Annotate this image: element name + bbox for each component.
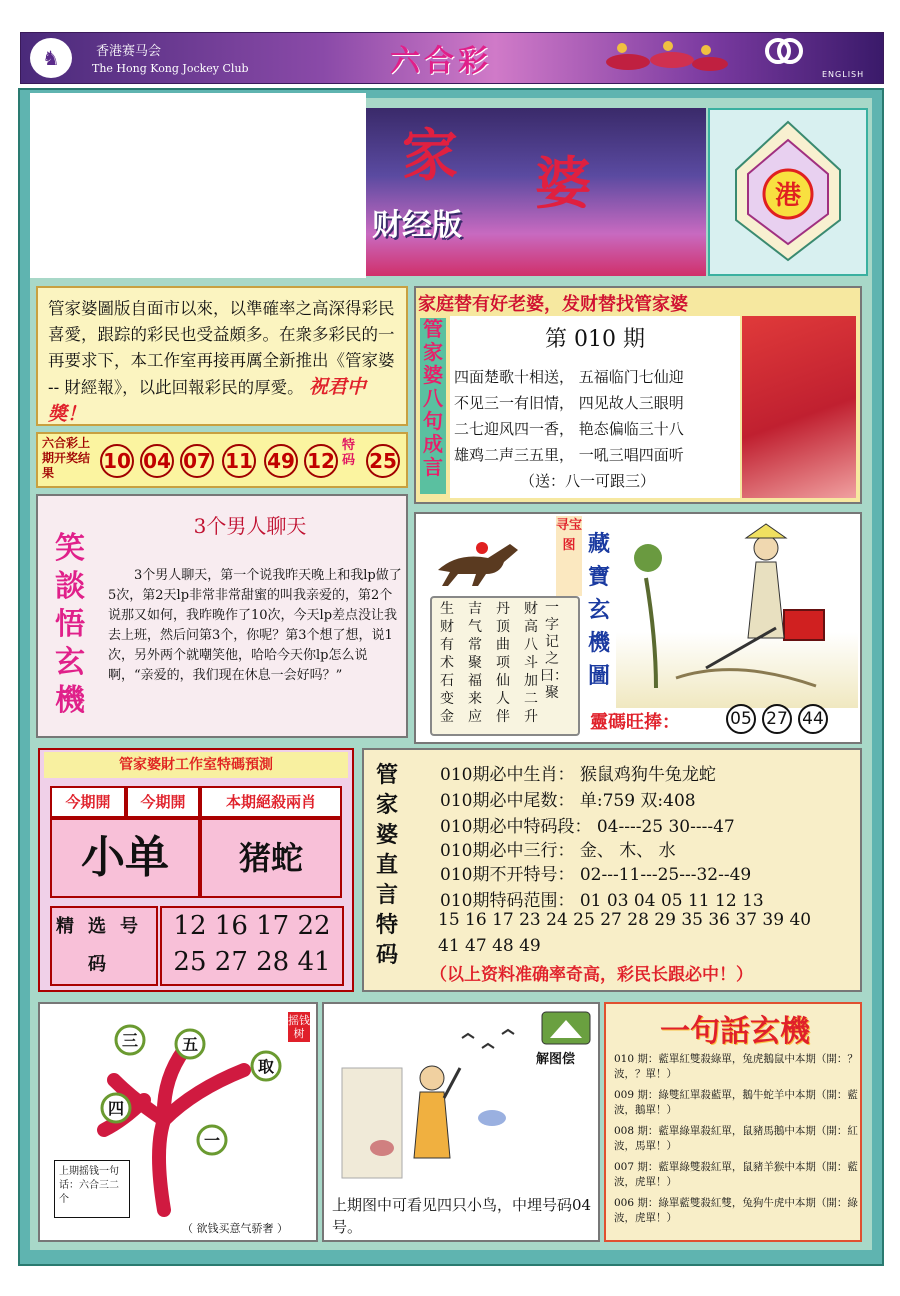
tip-line: 010期特码范围： 01 03 04 05 11 12 13	[440, 891, 764, 911]
tip-line: 010期不开特号： 02---11---25---32--49	[440, 865, 752, 885]
poem-issue: 第 010 期	[545, 327, 645, 352]
mark-six-title: 六合彩	[390, 44, 492, 79]
club-name-cn: 香港赛马会	[96, 44, 162, 59]
scroll-col: 生财有术石变金	[440, 601, 454, 725]
selected-numbers	[160, 906, 344, 986]
tree-char: 取	[257, 1057, 275, 1076]
tip-line: 41 47 48 49	[438, 936, 541, 956]
tree-char: 一	[203, 1131, 221, 1150]
riddle-history-line: 009 期：綠雙紅單殺藍單，鵝牛蛇羊中本期（開：藍波，鵝單！）	[614, 1089, 858, 1116]
tip-line: 010期必中三行： 金、 木、 水	[440, 841, 676, 861]
club-name-en: The Hong Kong Jockey Club	[92, 62, 249, 75]
riddle-history-line: 010 期：藍單紅雙殺綠單，兔虎鵝鼠中本期（開：？波，？單！）	[614, 1053, 858, 1080]
prediction-col-head: 今期開	[126, 786, 200, 818]
riddle-history-line: 006 期：綠單藍雙殺紅雙，兔狗牛虎中本期（開：綠波，虎單！）	[614, 1197, 858, 1224]
poem-line: 雄鸡二声三五里， 一吼三唱四面听	[454, 446, 684, 464]
english-link[interactable]: ENGLISH	[822, 70, 865, 79]
tema-ball: 25	[366, 444, 400, 478]
riddle-history-line: 007 期：藍單綠雙殺紅單，鼠豬羊猴中本期（開：藍波，虎單！）	[614, 1161, 858, 1188]
treasure-stamp: 寻宝图	[556, 516, 582, 596]
poem-header: 家庭替有好老婆，发财替找管家婆	[418, 294, 688, 315]
tema-label: 特码	[342, 438, 356, 468]
selected-numbers-row: 12 16 17 22	[173, 911, 331, 941]
one-sentence-riddle-title: 一句話玄機	[660, 1014, 810, 1049]
lucky-number-ball: 27	[762, 704, 792, 734]
tips-footer: （以上资料准确率奇高，彩民长跟必中！）	[430, 965, 753, 985]
scroll-col: 吉气常聚福来应	[468, 601, 482, 725]
prediction-col-head: 本期絕殺兩肖	[200, 786, 342, 818]
prediction-col-head: 今期開	[50, 786, 126, 818]
tree-char: 五	[181, 1035, 199, 1054]
poem-vertical-title: 管家婆八句成言	[420, 318, 446, 494]
direct-tips-vertical-title: 管家婆直言特码	[375, 762, 398, 968]
poem-line: 二七迎风四一香， 艳态偏临三十八	[454, 420, 684, 438]
result-ball: 12	[304, 444, 338, 478]
racing-horses-icon	[600, 34, 730, 80]
lucky-numbers-label: 靈碼旺捧：	[590, 712, 680, 733]
joke-title: 3个男人聊天	[193, 514, 307, 538]
banner-title-char-2: 婆	[535, 151, 591, 217]
result-ball: 10	[100, 444, 134, 478]
prediction-header: 管家婆財工作室特碼預測	[44, 752, 348, 778]
scroll-col: 财高八斗加二升	[524, 601, 538, 725]
hkjc-logo-icon[interactable]: ♞	[30, 38, 72, 78]
racehorse-icon	[428, 530, 528, 590]
result-ball: 49	[264, 444, 298, 478]
tip-line: 010期必中特码段： 04----25 30----47	[440, 817, 735, 837]
poem-line: 不见三一有旧情， 四见故人三眼明	[454, 394, 684, 412]
money-tree-caption: （ 欲钱买意气骄奢 ）	[182, 1222, 288, 1235]
results-label: 六合彩上期开奖结果	[42, 436, 91, 480]
selected-numbers-row: 25 27 28 41	[173, 947, 331, 977]
tip-line: 15 16 17 23 24 25 27 28 29 35 36 37 39 40	[438, 910, 812, 930]
result-ball: 11	[222, 444, 256, 478]
money-tree-note: 上期摇钱一句话：六合三二个	[54, 1160, 130, 1218]
poem-line: （送：八一可跟三）	[520, 472, 656, 490]
intro-text: 管家婆圖版自面市以來，以準確率之高深得彩民喜愛，跟踪的彩民也受益頗多。在衆多彩民的一再要求下，本工作室再接再厲全新推出《管家婆 -- 財經報》，以此回報彩民的厚愛。	[48, 299, 395, 397]
prediction-odd-small: 小单	[50, 818, 200, 898]
blank-area	[30, 93, 366, 278]
english-logo-icon[interactable]	[764, 36, 804, 66]
intro-sign: 祝君中獎！	[48, 376, 366, 425]
lucky-number-ball: 44	[798, 704, 828, 734]
lantern-icon	[710, 110, 866, 274]
tip-line: 010期必中尾数： 单:759 双:408	[440, 791, 696, 811]
lantern-panel	[708, 108, 868, 276]
decode-picture-icon	[538, 1008, 594, 1048]
joke-body: 3个男人聊天，第一个说我昨天晚上和我lp做了5次，第2天lp非常非常甜蜜的叫我亲爱的，第2个说那又如何，我昨晚作了10次，今天lp差点没让我去上班，然后问第3个，你呢？第3个想了想，说1次，另外两个就嘲笑他，哈哈今天你lp怎么说啊，“亲爱的，我们现在休息一会好吗？”	[108, 568, 402, 683]
scroll-columns	[438, 600, 540, 726]
treasure-title: 藏寶玄機圖	[587, 531, 610, 689]
tree-char: 四	[107, 1099, 125, 1118]
picture-clue-caption: 上期图中可看见四只小鸟，中埋号码04号。	[332, 1196, 592, 1236]
tip-line: 010期必中生肖： 猴鼠鸡狗牛兔龙蛇	[440, 765, 716, 785]
intro-text-box	[36, 286, 408, 426]
riddle-history-line: 008 期：藍單綠單殺紅單，鼠豬馬鵝中本期（開：紅波，馬單！）	[614, 1125, 858, 1152]
scroll-col: 丹顶曲项仙人伴	[496, 601, 510, 725]
result-ball: 04	[140, 444, 174, 478]
selected-numbers-label: 精选号码	[50, 906, 158, 986]
bride-picture	[742, 316, 856, 498]
prediction-excluded-zodiacs: 猪蛇	[200, 818, 342, 898]
joke-vertical-title: 笑談悟玄機	[55, 531, 85, 718]
lantern-char: 港	[774, 181, 802, 211]
result-ball: 07	[180, 444, 214, 478]
tree-char: 三	[121, 1031, 139, 1050]
man-with-birds-picture	[332, 1008, 532, 1188]
money-tree-tag: 摇钱树	[288, 1014, 310, 1040]
lucky-number-ball: 05	[726, 704, 756, 734]
scroll-note: 一字记之曰：聚	[540, 600, 568, 701]
banner-subtitle: 财经版	[372, 208, 462, 243]
decode-picture-label: 解图偿	[536, 1052, 576, 1067]
banner-title-char-1: 家	[402, 123, 458, 189]
poem-line: 四面楚歌十相送， 五福临门七仙迎	[454, 368, 684, 386]
digging-man-picture	[616, 518, 858, 708]
